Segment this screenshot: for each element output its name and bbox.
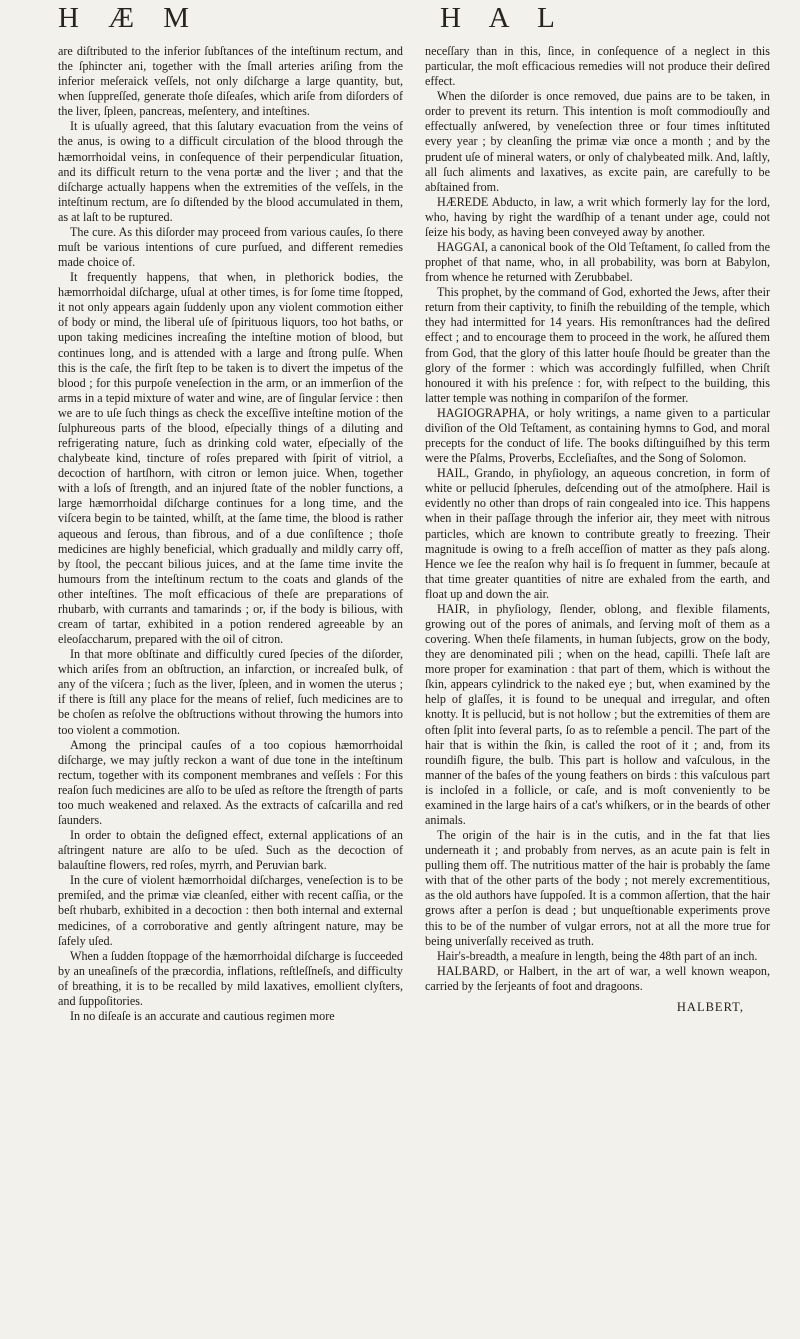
paragraph: The cure. As this diſorder may proceed from various cauſes, ſo there muſt be various intentions of cure purſued, and different remedies made choice of. bbox=[58, 224, 403, 270]
header-left: H Æ M bbox=[58, 2, 201, 34]
header-right: H A L bbox=[440, 2, 566, 34]
paragraph: Hair's-breadth, a meaſure in length, being the 48th part of an inch. bbox=[437, 948, 758, 963]
paragraph: In no diſeaſe is an accurate and cautious regimen more bbox=[70, 1009, 335, 1023]
paragraph: In order to obtain the deſigned effect, external applications of an aſtringent nature are alſo to be uſed. Such as the decoction of balauſtine flowers, red roſes, myrrh, and Peruvian bark. bbox=[58, 828, 403, 873]
paragraph: The origin of the hair is in the cutis, and in the fat that lies underneath it ; and probably from nerves, as an acute pain is felt in pulling them off. The nutritious matter of the hair is probably the ſame with that of the other parts of the body ; not merely excrementitious, as the old authors have ſuppoſed. It is a common aſſertion, that the hair grows after a perſon is dead ; but unqueſtionable experiments prove this to be of the number of vulgar errors, not at all the more true for being univerſally received as truth. bbox=[425, 828, 770, 948]
paragraph: are diſtributed to the inferior ſubſtances of the inteſtinum rectum, and the ſphincter ani, together with the ſmall arteries ariſing from the inferior meſeraick veſſels, not only diſcharge a large quantity, but, when ſuppreſſed, generate thoſe diſeaſes, which ariſe from diſorders of the liver, ſpleen, pancreas, meſentery, and inteſtines. bbox=[58, 44, 403, 119]
paragraph: HÆREDE Abducto, in law, a writ which formerly lay for the lord, who, having by right the wardſhip of a tenant under age, could not ſeize his body, as having been conveyed away by another. bbox=[425, 194, 770, 239]
paragraph: HAGIOGRAPHA, or holy writings, a name given to a particular diviſion of the Old Teſtament, as containing hymns to God, and moral precepts for the conduct of life. The books diſtinguiſhed by this term were the Pſalms, Proverbs, Eccleſiaſtes, and the Song of Solomon. bbox=[425, 405, 770, 466]
paragraph: In the cure of violent hæmorrhoidal diſcharges, veneſection is to be premiſed, and the primæ viæ cleanſed, either with recent caſſia, or the beſt rhubarb, exhibited in a decoction : then both internal and external medicines, of a corroborative and gently aſtringent nature, may be ſafely uſed. bbox=[58, 873, 403, 948]
paragraph: When a ſudden ſtoppage of the hæmorrhoidal diſcharge is ſucceeded by an uneaſineſs of the præcordia, inflations, reſtleſſneſs, and difficulty of breathing, it is to be recalled by mild laxatives, emollient clyſters, and ſuppoſitories. bbox=[58, 948, 403, 1008]
running-header bbox=[0, 0, 800, 38]
paragraph: When the diſorder is once removed, due pains are to be taken, in order to prevent its return. This intention is moſt commodiouſly and effectually anſwered, by veneſection three or four times inſtituted every year ; by cleanſing the primæ viæ once a month ; and by the prudent uſe of mineral waters, or only of chalybeated milk. And, laſtly, all ſuch aliments and laxatives, as excite pain, are carefully to be abſtained from. bbox=[425, 89, 770, 194]
left-column bbox=[58, 44, 403, 1325]
paragraph: Among the principal cauſes of a too copious hæmorrhoidal diſcharge, we may juſtly reckon a want of due tone in the inteſtinum rectum, together with its component membranes and veſſels : For this reaſon ſuch medicines are alſo to be uſed as reſtore the ſtrength of parts too much weakened and relaxed. As the extracts of caſcarilla and red ſaunders. bbox=[58, 737, 403, 827]
paragraph: HAIR, in phyſiology, ſlender, oblong, and flexible filaments, growing out of the pores of animals, and ſerving moſt of them as a covering. When theſe filaments, in human ſubjects, grow on the body, they are denominated pili ; when on the head, capilli. Theſe laſt are more proper for examination : that part of them, which is without the ſkin, appears cylindrick to the naked eye ; but, when examined by the help of glaſſes, it is found to be unequal and irregular, and often knotty. It is pellucid, but is not hollow ; but the extremities of them are often ſplit into ſeveral parts, ſo as to reſemble a pencil. The part of the hair that is within the ſkin, is called the root of it ; and, from its roundiſh figure, the bulb. This part is hollow and vaſculous, in the manner of the baſes of the young feathers on birds : this vaſculous part is incloſed in a follicle, or caſe, and is moſt conveniently to be examined in the large hairs of a cat's whiſkers, or in the beards of other animals. bbox=[425, 601, 770, 827]
paragraph: It is uſually agreed, that this ſalutary evacuation from the veins of the anus, is owing to a difficult circulation of the blood through the hæmorrhoidal veins, in conſequence of their perpendicular ſituation, and its difficult return to the vena portæ and the liver ; and that the diſcharge actually happens when the extremities of the veſſels, in the inteſtinum rectum, are ſo diſtended by the blood accumulated in them, as at laſt to be ruptured. bbox=[58, 119, 403, 224]
paragraph: HAGGAI, a canonical book of the Old Teſtament, ſo called from the prophet of that name, who, in all probability, was born at Babylon, from whence he returned with Zerubbabel. bbox=[425, 240, 770, 285]
paragraph: HALBARD, or Halbert, in the art of war, a well known weapon, carried by the ſerjeants of foot and dragoons. bbox=[425, 963, 770, 993]
paragraph: In that more obſtinate and difficultly cured ſpecies of the diſorder, which ariſes from an obſtruction, an infarction, or increaſed bulk, of any of the viſcera ; ſuch as the liver, ſpleen, and in women the uterus ; if there is ſtill any place for the means of relief, ſuch medicines are to be choſen as reſolve the obſtructions without throwing the humors into too violent a commotion. bbox=[58, 647, 403, 737]
paragraph: It frequently happens, that when, in plethorick bodies, the hæmorrhoidal diſcharge, uſual at other times, is for ſome time ſtopped, it not only appears again ſuddenly upon any violent commotion either of body or mind, the liberal uſe of ſpirituous liquors, too hot baths, or upon taking medicines increaſing the inteſtine motion of blood, but continues long, and is attended with a large and ſtrong pulſe. When this is the caſe, the firſt ſtep to be taken is to divert the impetus of the blood ; for this purpoſe veneſection in the arm, or an immerſion of the arms in a tepid mixture of water and wine, are of ſingular ſervice : then we are to uſe ſuch things as check the exceſſive inteſtine motion of the ſulphureous parts of the blood, eſpecially things of a diluting and refrigerating nature, ſuch as drinking cold water, eſpecially of the chalybeate kind, tincture of roſes prepared with ſpirit of vitriol, a decoction of hartſhorn, with citron or lemon juice. When, together with a loſs of ſtrength, and an injured ſtate of the nobler functions, a large hæmorrhoidal diſcharge continues for a long time, and the viſcera begin to be tainted, whilſt, at the ſame time, the blood is rather aqueous and ſerous, than fibrous, and of a due conſiſtence ; thoſe medicines are highly beneficial, which gradually and mildly carry off, by ſtool, the peccant bilious juices, and at the ſame time invite the humours from the inteſtinum rectum to the coats and glands of the other inteſtines. The moſt efficacious of theſe are preparations of rhubarb, with currants and tamarinds ; or, if the body is bilious, with cream of tartar, exhibited in a potion rendered agreeable by an eleoſaccharum, prepared with the oil of citron. bbox=[58, 270, 403, 647]
right-column bbox=[425, 44, 770, 1325]
text-columns bbox=[58, 44, 770, 1325]
catchword: HALBERT, bbox=[676, 999, 744, 1014]
paragraph: This prophet, by the command of God, exhorted the Jews, after their return from their captivity, to finiſh the rebuilding of the temple, which they had intermitted for 14 years. His remonſtrances had the deſired effect ; and to encourage them to proceed in the work, he aſſured them from God, that the glory of this latter houſe ſhould be greater than the glory of the former : which was accordingly fulfilled, when Chriſt honoured it with his preſence : for, with reſpect to the building, this latter temple was nothing in compariſon of the former. bbox=[425, 285, 770, 405]
paragraph: HAIL, Grando, in phyſiology, an aqueous concretion, in form of white or pellucid ſpherules, deſcending out of the atmoſphere. Hail is evidently no other than drops of rain congealed into ice. This happens when in their paſſage through the inferior air, they meet with nitrous particles, which are known to contribute greatly to freezing. Their magnitude is owing to a freſh acceſſion of matter as they paſs along. Hence we ſee the reaſon why hail is ſo frequent in ſummer, becauſe at that time greater quantities of nitre are exhaled from the earth, and float up and down the air. bbox=[425, 466, 770, 601]
paragraph: neceſſary than in this, ſince, in conſequence of a neglect in this particular, the moſt efficacious remedies will not produce their deſired effect. bbox=[425, 44, 770, 89]
